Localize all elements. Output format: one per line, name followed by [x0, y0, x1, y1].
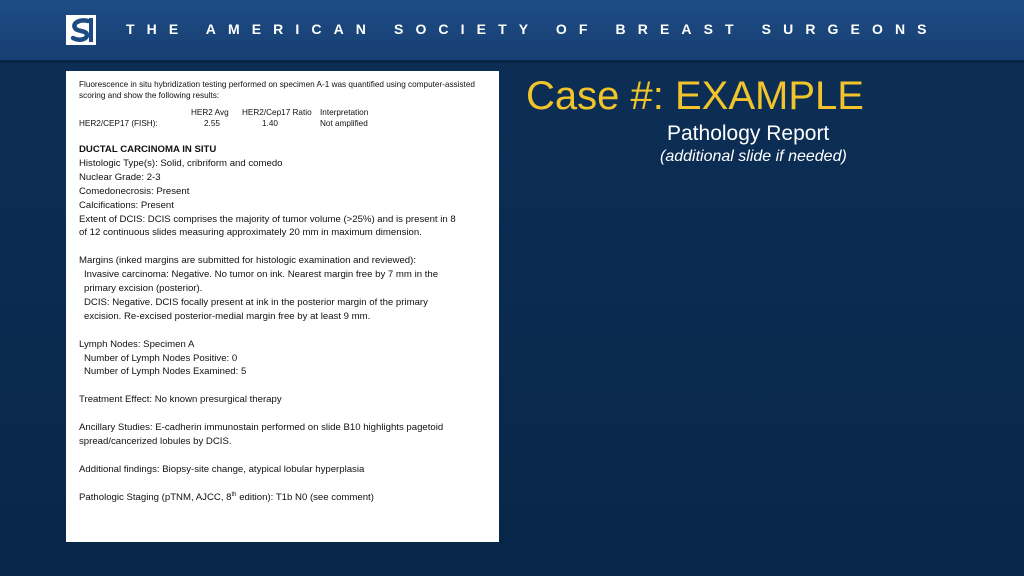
staging-superscript: th	[231, 491, 237, 498]
additional-findings: Additional findings: Biopsy-site change, atypical lobular hyperplasia	[79, 463, 365, 475]
margins-line: excision. Re-excised posterior-medial margin free by at least 9 mm.	[84, 310, 371, 322]
header-bar	[0, 0, 1024, 63]
fish-value-avg: 2.55	[204, 119, 220, 128]
slide-note: (additional slide if needed)	[660, 148, 847, 165]
asbs-logo-icon	[66, 15, 96, 45]
fish-value-ratio: 1.40	[262, 119, 278, 128]
margins-line: primary excision (posterior).	[84, 283, 203, 295]
fish-value-interpretation: Not amplified	[320, 119, 368, 128]
margins-line: DCIS: Negative. DCIS focally present at ink in the posterior margin of the primary	[84, 296, 428, 308]
dcis-line: Calcifications: Present	[79, 199, 174, 211]
dcis-heading: DUCTAL CARCINOMA IN SITU	[79, 144, 217, 155]
lymph-line: Number of Lymph Nodes Examined: 5	[84, 366, 247, 378]
lymph-line: Number of Lymph Nodes Positive: 0	[84, 352, 238, 364]
fish-row-label: HER2/CEP17 (FISH):	[79, 119, 158, 128]
ancillary-line: spread/cancerized lobules by DCIS.	[79, 435, 232, 447]
fish-header-interpretation: Interpretation	[320, 108, 369, 117]
staging-text-after: edition): T1b N0 (see comment)	[236, 491, 374, 503]
margins-line: Margins (inked margins are submitted for histologic examination and reviewed):	[79, 255, 417, 267]
pathologic-staging	[79, 491, 489, 505]
dcis-line: Nuclear Grade: 2-3	[79, 171, 161, 183]
organization-name: THE AMERICAN SOCIETY OF BREAST SURGEONS	[126, 21, 939, 37]
dcis-line: Comedonecrosis: Present	[79, 185, 190, 197]
ancillary-line: Ancillary Studies: E-cadherin immunostain performed on slide B10 highlights pagetoid	[79, 422, 444, 434]
treatment-effect: Treatment Effect: No known presurgical therapy	[79, 394, 282, 406]
fish-header-ratio: HER2/Cep17 Ratio	[242, 108, 312, 117]
staging-text-before: Pathologic Staging (pTNM, AJCC, 8	[79, 491, 232, 503]
dcis-line: Extent of DCIS: DCIS comprises the majority of tumor volume (>25%) and is present in 8	[79, 213, 456, 225]
slide-title: Case #: EXAMPLE	[526, 74, 864, 118]
fish-results-table	[79, 107, 489, 131]
slide-subtitle: Pathology Report	[667, 122, 830, 145]
lymph-line: Lymph Nodes: Specimen A	[79, 338, 195, 350]
dcis-line: Histologic Type(s): Solid, cribriform and comedo	[79, 157, 283, 169]
fish-intro: Fluorescence in situ hybridization testing performed on specimen A-1 was quantified using computer-assisted scoring and show the following results:	[79, 80, 475, 100]
margins-line: Invasive carcinoma: Negative. No tumor on ink. Nearest margin free by 7 mm in the	[84, 269, 439, 281]
dcis-line: of 12 continuous slides measuring approximately 20 mm in maximum dimension.	[79, 227, 422, 239]
pathology-report-image	[66, 71, 499, 542]
fish-header-avg: HER2 Avg	[191, 108, 229, 117]
